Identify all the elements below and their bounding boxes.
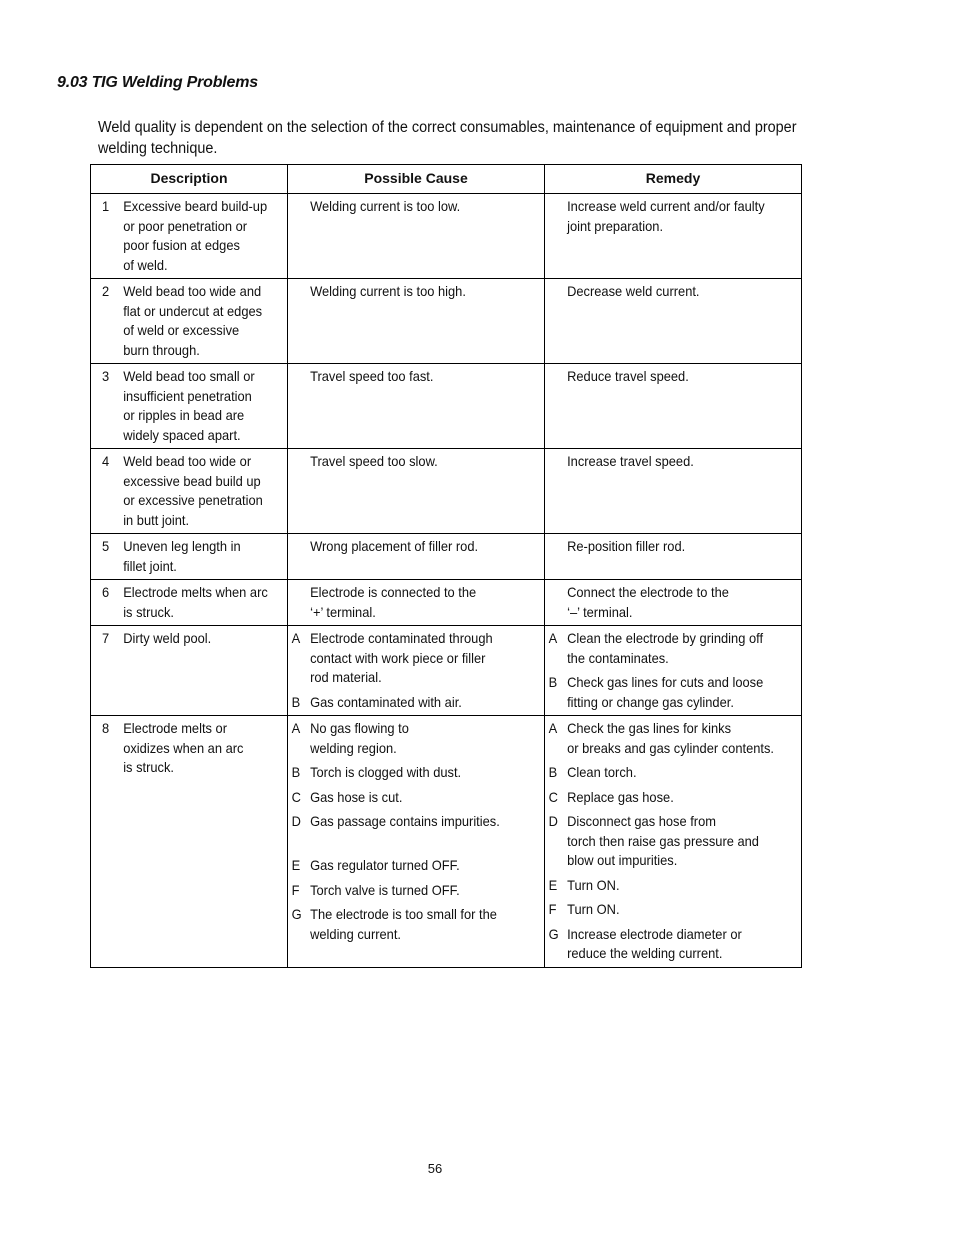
cause-label: B [291,764,301,780]
remedy-text: Turn ON. [567,901,620,917]
cause-item [292,856,546,876]
intro-line: welding technique. [98,140,218,157]
cause-label [292,367,310,387]
cause-label: B [291,693,301,710]
cause-text: Electrode contaminated through contact with work piece or filler rod material. [310,630,493,685]
cause-item [292,788,546,808]
cause-item [292,881,546,901]
cause-label: C [291,788,301,805]
description-cell [91,194,288,279]
remedy-text: Re-position filler rod. [567,538,686,554]
remedy-item [549,367,803,387]
cause-text: The electrode is too small for the welding current. [310,906,497,942]
description-cell [91,364,288,449]
remedy-label: G [548,925,559,942]
remedy-item [549,719,803,758]
cause-cell [288,449,545,534]
cause-label [292,452,310,472]
table-row [91,364,802,449]
problem-description: Weld bead too wide and flat or undercut at edges of weld or excessive burn through. [123,283,263,358]
remedy-label [549,452,567,472]
row-number: 3 [102,368,110,384]
table-header-row [91,165,802,194]
remedy-label: F [548,901,557,917]
column-header-description: Description [91,165,288,194]
remedy-label: B [548,674,558,690]
cause-text: Travel speed too slow. [310,453,438,469]
description-cell [91,580,288,626]
cause-text: No gas flowing to welding region. [310,720,409,756]
cause-item [292,629,546,688]
row-number: 7 [102,630,110,646]
cause-label [292,537,310,557]
remedy-item [549,876,803,896]
cause-text: Gas contaminated with air. [310,693,462,710]
remedy-text: Increase electrode diameter or reduce the welding current. [567,925,742,961]
row-number: 1 [102,198,110,214]
remedy-item [549,537,803,557]
remedy-cell [545,626,802,716]
cause-text: Travel speed too fast. [310,368,434,384]
remedy-text: Replace gas hose. [567,788,674,805]
description-cell [91,279,288,364]
table-row [91,449,802,534]
row-number: 8 [102,720,110,736]
cause-text: Torch is clogged with dust. [310,764,462,780]
cause-text: Gas regulator turned OFF. [310,857,460,873]
remedy-item [549,788,803,808]
remedy-item [549,925,803,964]
remedy-item [549,673,803,712]
page-number: 56 [427,1161,443,1176]
remedy-item [549,282,803,302]
table-row [91,279,802,364]
row-number: 4 [102,453,110,469]
remedy-text: Connect the electrode to the ‘–’ terminal. [567,584,729,620]
cause-item [292,812,546,851]
table-row [91,716,802,968]
cause-cell [288,194,545,279]
cause-text: Electrode is connected to the ‘+’ terminal. [310,584,477,620]
cause-text: Welding current is too low. [310,198,461,214]
cause-item [292,537,546,557]
table-row [91,626,802,716]
cause-label: A [291,720,301,736]
cause-label: E [291,857,301,873]
remedy-cell [545,534,802,580]
cause-text: Welding current is too high. [310,283,466,299]
remedy-text: Turn ON. [567,876,620,893]
cause-text: Gas hose is cut. [310,788,403,805]
problem-description: Weld bead too small or insufficient penetration or ripples in bead are widely spaced apart. [123,368,255,443]
remedy-item [549,197,803,236]
remedy-text: Check gas lines for cuts and loose fitting or change gas cylinder. [567,674,764,710]
table-row [91,194,802,279]
cause-item [292,197,546,217]
cause-item [292,905,546,944]
description-cell [91,449,288,534]
row-number: 6 [102,584,110,600]
cause-text: Wrong placement of filler rod. [310,538,479,554]
cause-label: G [291,906,302,922]
remedy-label [549,367,567,387]
remedy-label [549,537,567,557]
remedy-cell [545,580,802,626]
remedy-label: A [548,720,558,736]
cause-item [292,719,546,758]
remedy-item [549,452,803,472]
problem-description: Electrode melts or oxidizes when an arc is struck. [123,720,244,775]
troubleshooting-table [90,164,802,968]
cause-label: F [291,881,300,898]
problem-description: Weld bead too wide or excessive bead build up or excessive penetration in butt joint. [123,453,263,528]
remedy-label: A [548,630,558,646]
remedy-label [549,282,567,302]
remedy-label: B [548,764,558,780]
remedy-text: Disconnect gas hose from torch then raise gas pressure and blow out impurities. [567,813,759,868]
cause-item [292,367,546,387]
cause-cell [288,534,545,580]
remedy-label [549,583,567,622]
remedy-item [549,763,803,783]
cause-item [292,452,546,472]
intro-line: Weld quality is dependent on the selection of the correct consumables, maintenance of equipment and proper [98,119,797,136]
cause-cell [288,580,545,626]
row-number: 5 [102,538,110,554]
cause-item [292,693,546,713]
cause-cell [288,364,545,449]
remedy-label [549,197,567,236]
description-cell [91,626,288,716]
table-row [91,534,802,580]
remedy-text: Reduce travel speed. [567,368,689,384]
remedy-cell [545,194,802,279]
remedy-item [549,900,803,920]
cause-label [292,197,310,217]
cause-text: Gas passage contains impurities. [310,813,500,829]
column-header-possible-cause: Possible Cause [288,165,545,194]
cause-label: D [291,813,301,829]
cause-label [292,583,310,622]
remedy-cell [545,449,802,534]
remedy-cell [545,716,802,968]
cause-label [292,282,310,302]
remedy-label: C [548,788,558,805]
remedy-text: Clean torch. [567,764,637,780]
cause-cell [288,626,545,716]
cause-text: Torch valve is turned OFF. [310,881,460,898]
remedy-text: Increase travel speed. [567,453,694,469]
intro-paragraph [98,117,797,159]
cause-cell [288,716,545,968]
cause-item [292,763,546,783]
cause-item [292,282,546,302]
problem-description: Electrode melts when arc is struck. [123,584,268,620]
remedy-text: Clean the electrode by grinding off the contaminates. [567,630,764,666]
description-cell [91,716,288,968]
description-cell [91,534,288,580]
remedy-cell [545,364,802,449]
remedy-text: Increase weld current and/or faulty joint preparation. [567,198,765,234]
cause-label: A [291,630,301,646]
remedy-label: E [548,876,558,893]
remedy-item [549,583,803,622]
table-row [91,580,802,626]
row-number: 2 [102,283,110,299]
remedy-text: Check the gas lines for kinks or breaks and gas cylinder contents. [567,720,774,756]
cause-item [292,583,546,622]
remedy-label: D [548,813,558,829]
problem-description: Excessive beard build-up or poor penetration or poor fusion at edges of weld. [123,198,268,273]
problem-description: Dirty weld pool. [123,630,212,646]
problem-description: Uneven leg length in fillet joint. [123,538,241,574]
remedy-cell [545,279,802,364]
remedy-text: Decrease weld current. [567,283,700,299]
column-header-remedy: Remedy [545,165,802,194]
remedy-item [549,812,803,871]
section-title: 9.03 TIG Welding Problems [57,74,258,91]
cause-cell [288,279,545,364]
remedy-item [549,629,803,668]
